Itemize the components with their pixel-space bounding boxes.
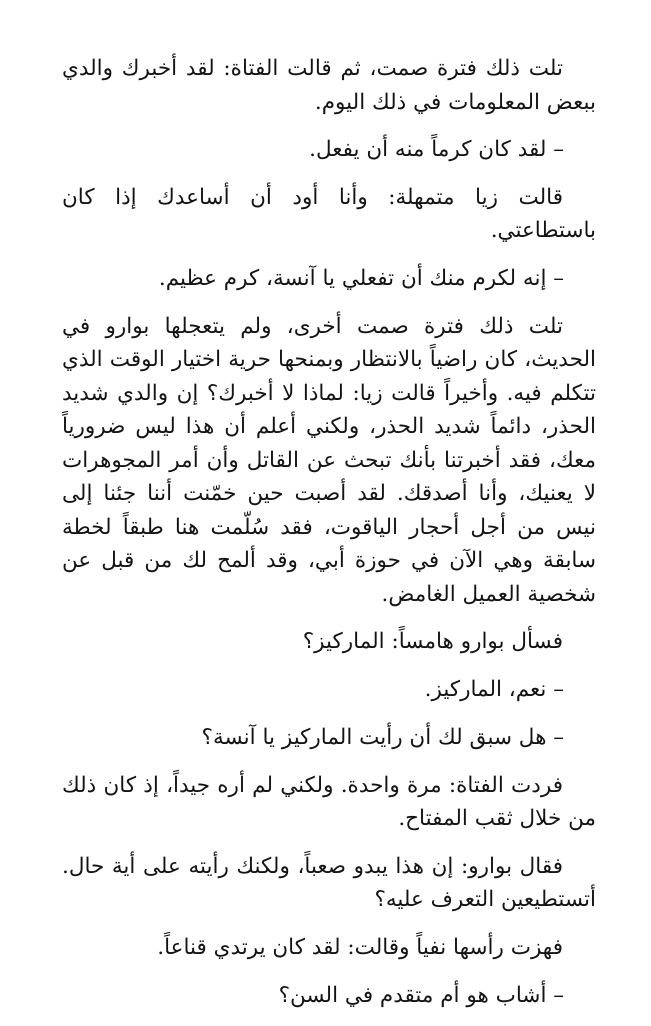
book-page: [62, 52, 596, 1026]
paragraph-9: فردت الفتاة: مرة واحدة. ولكني لم أره جيداً، إذ كان ذلك من خلال ثقب المفتاح.: [62, 772, 596, 831]
paragraph-1: تلت ذلك فترة صمت، ثم قالت الفتاة: لقد أخبرك والدي ببعض المعلومات في ذلك اليوم.: [62, 56, 596, 115]
paragraph-7: – نعم، الماركيز.: [424, 677, 564, 703]
paragraph-6: فسأل بوارو هامساً: الماركيز؟: [302, 629, 563, 655]
paragraph-3: قالت زيا متمهلة: وأنا أود أن أساعدك إذا كان باستطاعتي.: [62, 184, 596, 244]
paragraph-12: – أشاب هو أم متقدم في السن؟: [278, 982, 564, 1008]
paragraph-11: فهزت رأسها نفياً وقالت: لقد كان يرتدي قناعاً.: [157, 934, 563, 960]
paragraph-4: – إنه لكرم منك أن تفعلي يا آنسة، كرم عظيم.: [158, 266, 564, 292]
paragraph-2: – لقد كان كرماً منه أن يفعل.: [309, 137, 564, 163]
paragraph-10: فقال بوارو: إن هذا يبدو صعباً، ولكنك رأيته على أية حال. أتستطيعين التعرف عليه؟: [62, 853, 596, 913]
paragraph-5: تلت ذلك فترة صمت أخرى، ولم يتعجلها بوارو في الحديث، كان راضياً بالانتظار وبمنحها حرية اختيار الوقت الذي تتكلم فيه. وأخيراً قالت زيا: لماذا لا أخبرك؟ إن والدي شديد الحذر، دائماً شديد الحذر، ولكني أعلم أن هذا ليس ضرورياً معك، فقد أخبرتنا بأنك تبحث عن القاتل وأن أمر المجوهرات لا يعنيك، وأنا أصدقك. لقد أصبت حين خمّنت أننا جئنا إلى نيس من أجل أحجار الياقوت، فقد سُلّمت هنا طبقاً لخطة سابقة وهي الآن في حوزة أبي، وقد ألمح لك من قبل عن شخصية العميل الغامض.: [62, 313, 596, 607]
paragraph-8: – هل سبق لك أن رأيت الماركيز يا آنسة؟: [201, 724, 564, 750]
